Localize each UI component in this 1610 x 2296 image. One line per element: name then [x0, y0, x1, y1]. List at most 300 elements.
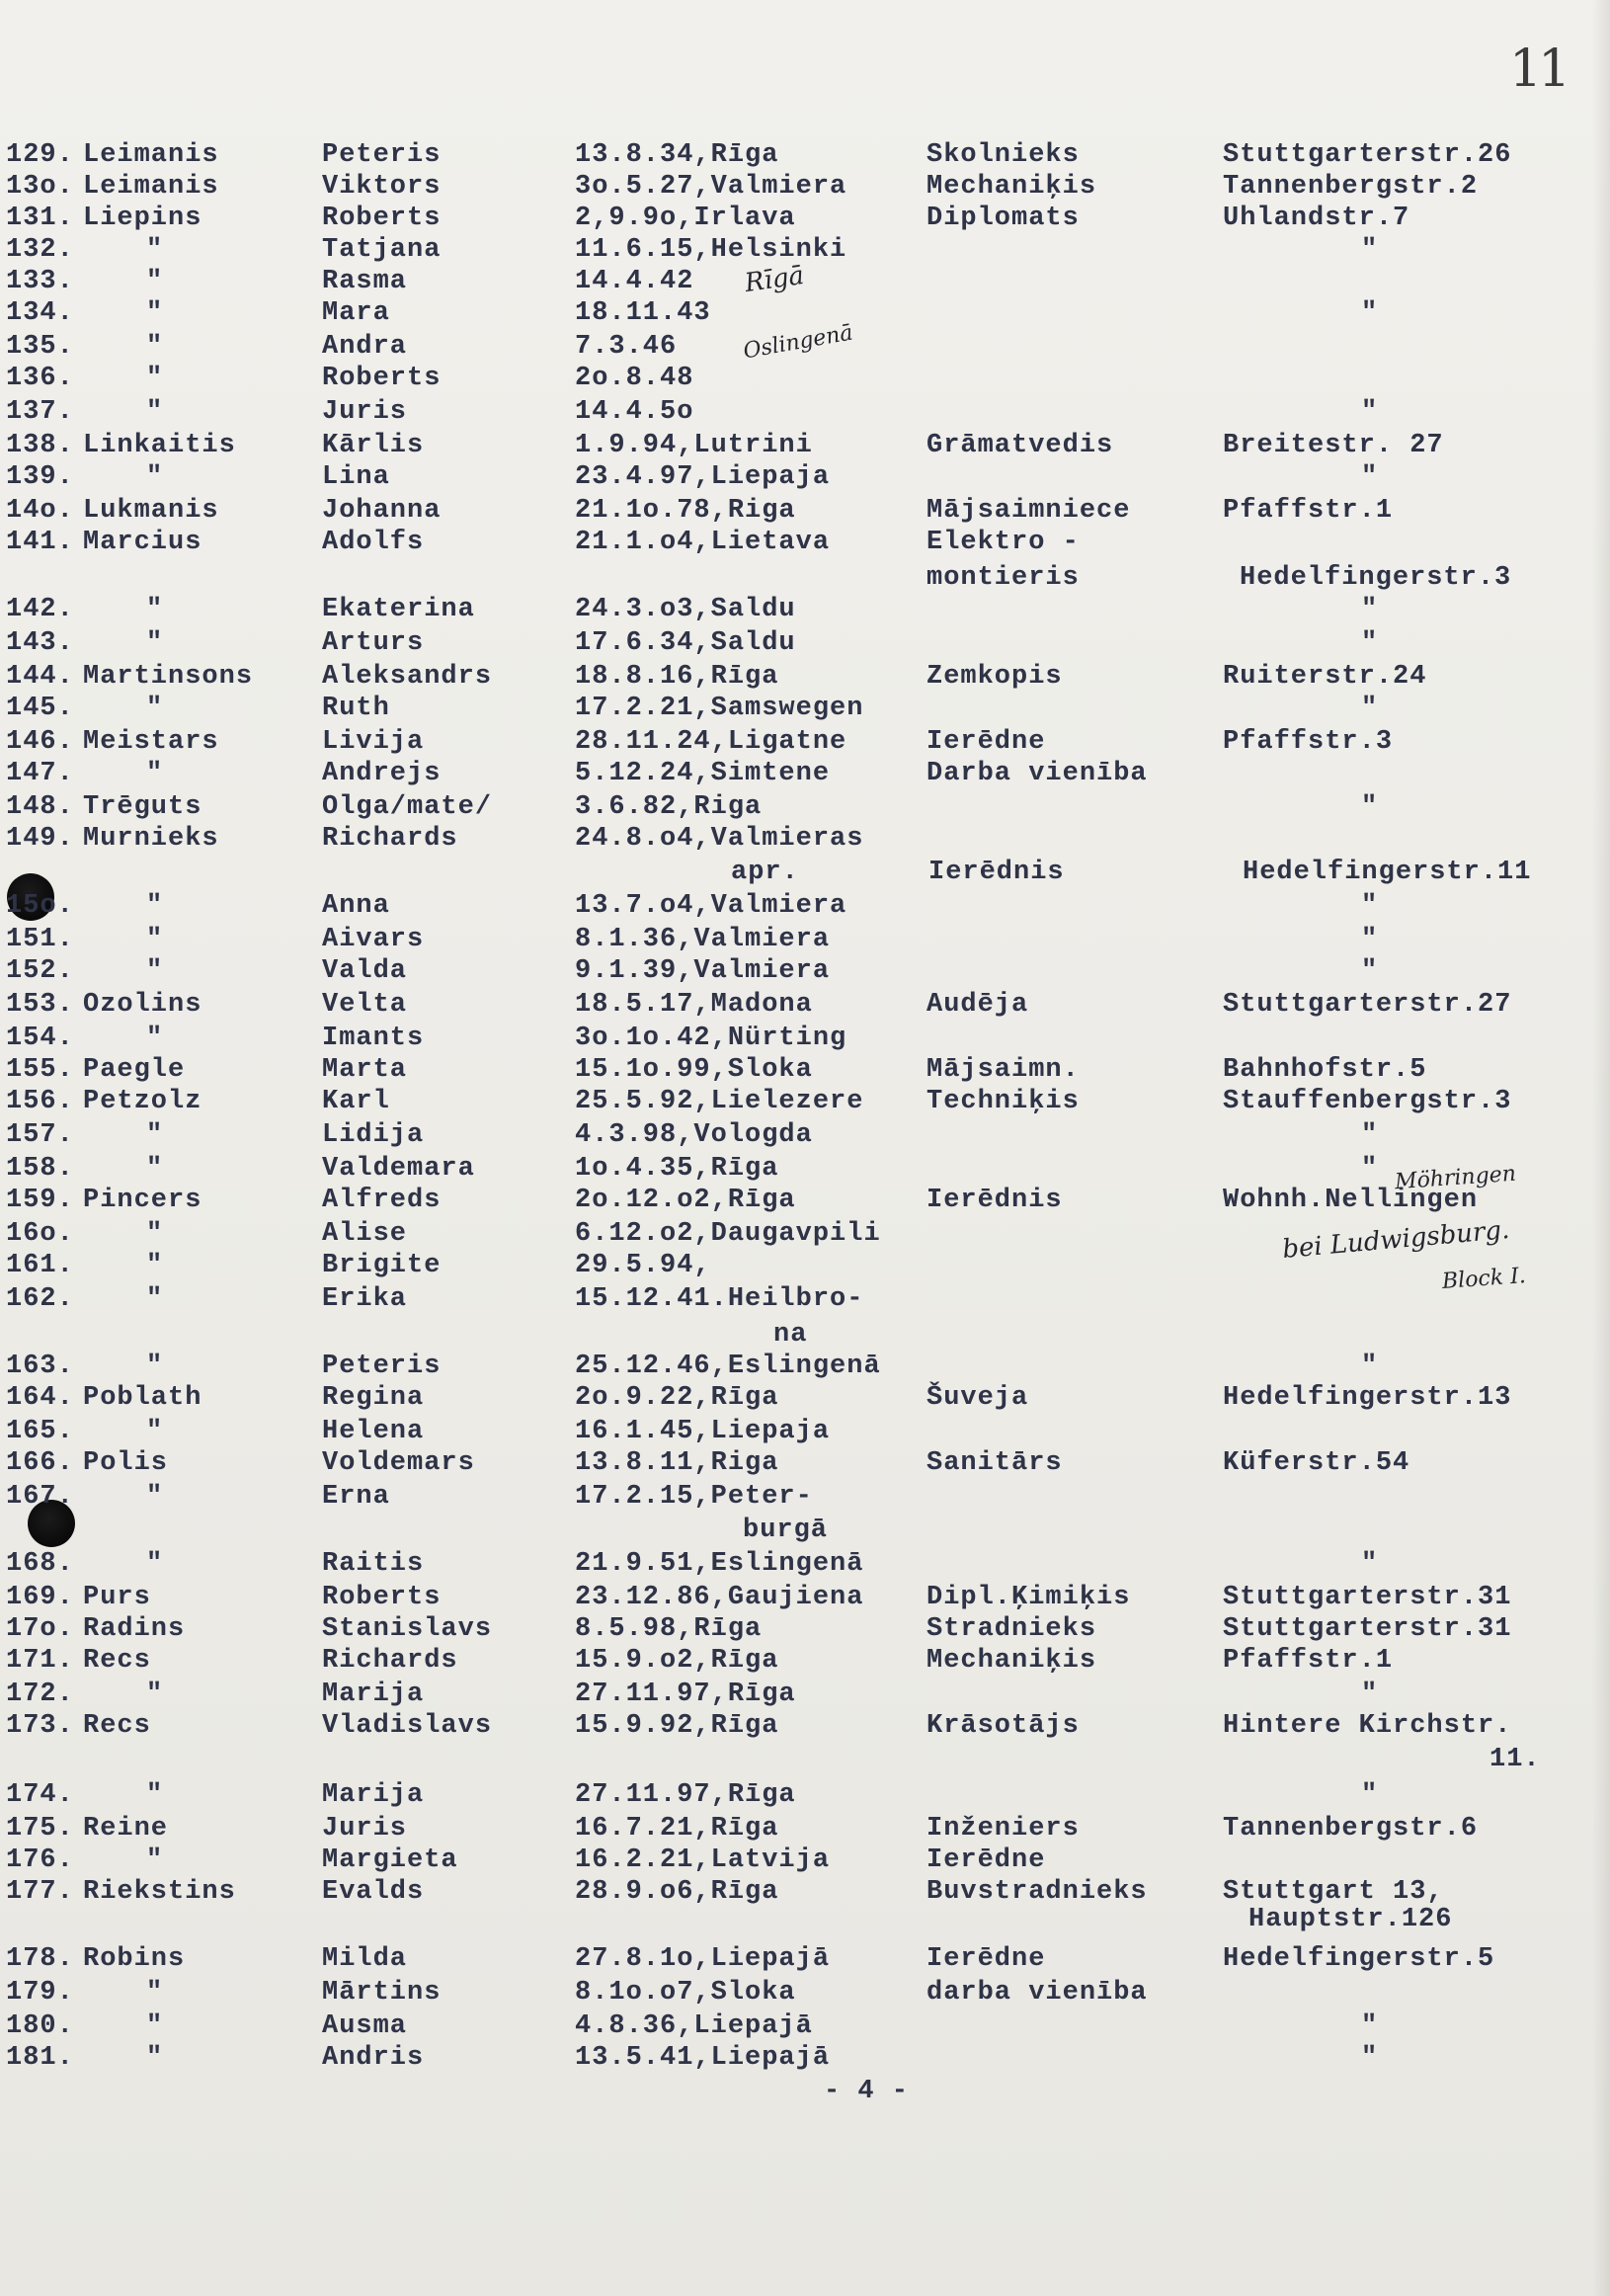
occupation-continuation-141: montieris	[926, 563, 1080, 593]
row-number-cell: 16o.	[6, 1219, 74, 1249]
address-cell: Stuttgart 13,	[1223, 1877, 1444, 1907]
birth-date-place-cell: 18.8.16,Rīga	[575, 662, 779, 692]
birth-date-place-cell: 15.9.o2,Rīga	[575, 1646, 779, 1676]
row-number-cell: 156.	[6, 1087, 74, 1116]
table-row	[0, 725, 1610, 759]
given-name-cell: Lina	[322, 462, 390, 492]
table-row	[0, 889, 1610, 923]
table-row	[0, 1415, 1610, 1448]
surname-cell: "	[146, 891, 164, 921]
address-cell: Hedelfingerstr.5	[1223, 1944, 1495, 1974]
birth-date-place-cell: 3o.1o.42,Nürting	[575, 1024, 847, 1053]
table-row	[0, 1152, 1610, 1186]
given-name-cell: Milda	[322, 1944, 408, 1974]
row-number-cell: 15o.	[6, 891, 74, 921]
surname-cell: Reine	[83, 1814, 169, 1844]
surname-cell: "	[146, 1845, 164, 1875]
given-name-cell: Imants	[322, 1024, 425, 1053]
row-number-cell: 145.	[6, 694, 74, 723]
birth-date-place-cell: 8.1.36,Valmiera	[575, 925, 831, 954]
given-name-cell: Arturs	[322, 628, 425, 658]
table-row	[0, 757, 1610, 790]
address-continuation-141: Hedelfingerstr.3	[1240, 563, 1512, 593]
table-row	[0, 1053, 1610, 1087]
address-cell: "	[1361, 925, 1379, 954]
occupation-cell: Inženiers	[926, 1814, 1080, 1844]
row-number-cell: 157.	[6, 1120, 74, 1150]
given-name-cell: Raitis	[322, 1549, 425, 1579]
row-number-cell: 143.	[6, 628, 74, 658]
surname-cell: Polis	[83, 1448, 169, 1478]
row-number-cell: 139.	[6, 462, 74, 492]
birth-date-place-cell: 13.7.o4,Valmiera	[575, 891, 847, 921]
handwritten-note-161: Block I.	[1441, 1264, 1527, 1294]
table-row	[0, 265, 1610, 298]
surname-cell: Purs	[83, 1583, 151, 1612]
birth-date-place-cell: 15.1o.99,Sloka	[575, 1055, 813, 1085]
table-row	[0, 170, 1610, 204]
surname-cell: Liepins	[83, 204, 202, 233]
occupation-continuation-149: Ierēdnis	[928, 858, 1065, 887]
row-number-cell: 137.	[6, 397, 74, 427]
surname-cell: Leimanis	[83, 172, 219, 202]
surname-cell: "	[146, 1120, 164, 1150]
handwritten-note-159: Möhringen	[1394, 1161, 1517, 1195]
birth-date-place-cell: 9.1.39,Valmiera	[575, 956, 831, 986]
birth-date-place-cell: 1.9.94,Lutrini	[575, 431, 813, 460]
birth-continuation-162: na	[773, 1320, 808, 1350]
occupation-cell: Zemkopis	[926, 662, 1063, 692]
row-number-cell: 129.	[6, 140, 74, 170]
row-number-cell: 166.	[6, 1448, 74, 1478]
row-number-cell: 180.	[6, 2011, 74, 2041]
given-name-cell: Viktors	[322, 172, 442, 202]
surname-cell: Radins	[83, 1614, 186, 1644]
occupation-cell: Mājsaimn.	[926, 1055, 1080, 1085]
birth-date-place-cell: 16.7.21,Rīga	[575, 1814, 779, 1844]
birth-date-place-cell: 29.5.94,	[575, 1251, 711, 1280]
birth-date-place-cell: 5.12.24,Simtene	[575, 759, 831, 788]
given-name-cell: Vladislavs	[322, 1711, 493, 1741]
surname-cell: Paegle	[83, 1055, 186, 1085]
surname-cell: "	[146, 397, 164, 427]
given-name-cell: Juris	[322, 1814, 408, 1844]
row-number-cell: 181.	[6, 2043, 74, 2073]
surname-cell: "	[146, 1549, 164, 1579]
surname-cell: Lukmanis	[83, 496, 219, 526]
given-name-cell: Brigite	[322, 1251, 442, 1280]
address-cell: "	[1361, 694, 1379, 723]
given-name-cell: Karl	[322, 1087, 390, 1116]
row-number-cell: 178.	[6, 1944, 74, 1974]
surname-cell: Murnieks	[83, 824, 219, 854]
address-cell: "	[1361, 235, 1379, 265]
birth-date-place-cell: 27.11.97,Rīga	[575, 1780, 796, 1810]
birth-date-place-cell: 18.5.17,Madona	[575, 990, 813, 1020]
table-row	[0, 1547, 1610, 1581]
surname-cell: "	[146, 462, 164, 492]
given-name-cell: Valdemara	[322, 1154, 475, 1184]
address-cell: "	[1361, 1549, 1379, 1579]
row-number-cell: 159.	[6, 1186, 74, 1215]
table-row	[0, 460, 1610, 494]
table-row	[0, 2041, 1610, 2075]
given-name-cell: Roberts	[322, 364, 442, 393]
occupation-cell: Krāsotājs	[926, 1711, 1080, 1741]
given-name-cell: Aleksandrs	[322, 662, 493, 692]
table-row	[0, 138, 1610, 172]
surname-cell: "	[146, 1154, 164, 1184]
address-cell: "	[1361, 792, 1379, 822]
birth-date-place-cell: 18.11.43	[575, 298, 711, 328]
row-number-cell: 177.	[6, 1877, 74, 1907]
surname-cell: "	[146, 1680, 164, 1709]
row-number-cell: 167.	[6, 1482, 74, 1512]
occupation-cell: Mechaniķis	[926, 1646, 1097, 1676]
given-name-cell: Rasma	[322, 267, 408, 296]
address-cell: Pfaffstr.3	[1223, 727, 1394, 757]
birth-date-place-cell: 16.1.45,Liepaja	[575, 1417, 831, 1446]
given-name-cell: Aivars	[322, 925, 425, 954]
given-name-cell: Anna	[322, 891, 390, 921]
birth-date-place-cell: 3o.5.27,Valmiera	[575, 172, 847, 202]
table-row	[0, 692, 1610, 725]
given-name-cell: Livija	[322, 727, 425, 757]
table-row	[0, 202, 1610, 235]
surname-cell: "	[146, 1417, 164, 1446]
surname-cell: Martinsons	[83, 662, 254, 692]
birth-date-place-cell: 27.8.1o,Liepajā	[575, 1944, 831, 1974]
row-number-cell: 176.	[6, 1845, 74, 1875]
address-cell: "	[1361, 628, 1379, 658]
surname-cell: "	[146, 694, 164, 723]
table-row	[0, 1022, 1610, 1055]
occupation-cell: Audēja	[926, 990, 1029, 1020]
birth-date-place-cell: 24.8.o4,Valmieras	[575, 824, 864, 854]
given-name-cell: Richards	[322, 824, 458, 854]
surname-cell: "	[146, 332, 164, 362]
row-number-cell: 153.	[6, 990, 74, 1020]
table-row	[0, 1184, 1610, 1217]
given-name-cell: Regina	[322, 1383, 425, 1413]
table-row	[0, 1118, 1610, 1152]
surname-cell: "	[146, 1352, 164, 1381]
row-number-cell: 146.	[6, 727, 74, 757]
row-number-cell: 162.	[6, 1284, 74, 1314]
occupation-cell: Skolnieks	[926, 140, 1080, 170]
birth-date-place-cell: 17.6.34,Saldu	[575, 628, 796, 658]
birth-date-place-cell: 13.8.34,Rīga	[575, 140, 779, 170]
page-number: - 4 -	[824, 2077, 910, 2106]
row-number-cell: 135.	[6, 332, 74, 362]
birth-date-place-cell: 8.1o.o7,Sloka	[575, 1978, 796, 2008]
birth-date-place-cell: 7.3.46	[575, 332, 678, 362]
row-number-cell: 161.	[6, 1251, 74, 1280]
surname-cell: "	[146, 956, 164, 986]
given-name-cell: Margieta	[322, 1845, 458, 1875]
address-cell: Tannenbergstr.2	[1223, 172, 1479, 202]
birth-date-place-cell: 21.1o.78,Riga	[575, 496, 796, 526]
row-number-cell: 136.	[6, 364, 74, 393]
table-row	[0, 1644, 1610, 1678]
surname-cell: "	[146, 1780, 164, 1810]
given-name-cell: Juris	[322, 397, 408, 427]
address-cell: Hedelfingerstr.13	[1223, 1383, 1512, 1413]
table-row	[0, 429, 1610, 462]
row-number-cell: 149.	[6, 824, 74, 854]
given-name-cell: Alfreds	[322, 1186, 442, 1215]
handwritten-note-160: bei Ludwigsburg.	[1281, 1215, 1511, 1265]
birth-date-place-cell: 14.4.5o	[575, 397, 694, 427]
given-name-cell: Roberts	[322, 1583, 442, 1612]
address-cell: Stauffenbergstr.3	[1223, 1087, 1512, 1116]
occupation-cell: Stradnieks	[926, 1614, 1097, 1644]
row-number-cell: 175.	[6, 1814, 74, 1844]
table-row	[0, 954, 1610, 988]
surname-cell: Ozolins	[83, 990, 202, 1020]
given-name-cell: Marija	[322, 1680, 425, 1709]
birth-date-place-cell: 2,9.9o,Irlava	[575, 204, 796, 233]
given-name-cell: Marija	[322, 1780, 425, 1810]
given-name-cell: Andris	[322, 2043, 425, 2073]
table-row	[0, 296, 1610, 330]
surname-cell: Petzolz	[83, 1087, 202, 1116]
given-name-cell: Evalds	[322, 1877, 425, 1907]
birth-date-place-cell: 25.12.46,Eslingenā	[575, 1352, 881, 1381]
table-row	[0, 988, 1610, 1022]
row-number-cell: 158.	[6, 1154, 74, 1184]
address-cell: Stuttgarterstr.31	[1223, 1583, 1512, 1612]
table-row	[0, 494, 1610, 528]
birth-date-place-cell: 13.5.41,Liepajā	[575, 2043, 831, 2073]
address-cell: Stuttgarterstr.27	[1223, 990, 1512, 1020]
surname-cell: "	[146, 759, 164, 788]
surname-cell: "	[146, 595, 164, 624]
given-name-cell: Marta	[322, 1055, 408, 1085]
given-name-cell: Peteris	[322, 1352, 442, 1381]
table-row	[0, 233, 1610, 267]
occupation-cell: darba vienība	[926, 1978, 1148, 2008]
table-row	[0, 1581, 1610, 1614]
surname-cell: "	[146, 298, 164, 328]
row-number-cell: 13o.	[6, 172, 74, 202]
occupation-cell: Grāmatvedis	[926, 431, 1114, 460]
given-name-cell: Richards	[322, 1646, 458, 1676]
given-name-cell: Mārtins	[322, 1978, 442, 2008]
birth-date-place-cell: 2o.9.22,Rīga	[575, 1383, 779, 1413]
occupation-cell: Šuveja	[926, 1383, 1029, 1413]
surname-cell: "	[146, 1978, 164, 2008]
given-name-cell: Ausma	[322, 2011, 408, 2041]
occupation-cell: Diplomats	[926, 204, 1080, 233]
handwritten-note-133: Rīgā	[743, 260, 806, 299]
address-cell: "	[1361, 1154, 1379, 1184]
birth-continuation-167: burgā	[743, 1516, 829, 1545]
table-row	[0, 790, 1610, 824]
occupation-cell: Ierēdne	[926, 1944, 1046, 1974]
surname-cell: "	[146, 267, 164, 296]
table-row	[0, 2009, 1610, 2043]
occupation-cell: Buvstradnieks	[926, 1877, 1148, 1907]
occupation-cell: Ierēdnis	[926, 1186, 1063, 1215]
surname-cell: Recs	[83, 1711, 151, 1741]
address-cell: "	[1361, 2043, 1379, 2073]
surname-cell: Marcius	[83, 528, 202, 557]
given-name-cell: Erna	[322, 1482, 390, 1512]
occupation-cell: Ierēdne	[926, 1845, 1046, 1875]
surname-cell: "	[146, 364, 164, 393]
table-row	[0, 923, 1610, 956]
birth-date-place-cell: 21.9.51,Eslingenā	[575, 1549, 864, 1579]
birth-date-place-cell: 21.1.o4,Lietava	[575, 528, 831, 557]
address-cell: Küferstr.54	[1223, 1448, 1410, 1478]
table-row	[0, 1844, 1610, 1877]
table-row	[0, 1480, 1610, 1514]
row-number-cell: 141.	[6, 528, 74, 557]
row-number-cell: 147.	[6, 759, 74, 788]
birth-date-place-cell: 23.12.86,Gaujiena	[575, 1583, 864, 1612]
occupation-cell: Mājsaimniece	[926, 496, 1131, 526]
given-name-cell: Roberts	[322, 204, 442, 233]
birth-date-place-cell: 13.8.11,Riga	[575, 1448, 779, 1478]
surname-cell: Meistars	[83, 727, 219, 757]
surname-cell: Linkaitis	[83, 431, 236, 460]
table-row	[0, 1085, 1610, 1118]
row-number-cell: 132.	[6, 235, 74, 265]
occupation-cell: Ierēdne	[926, 727, 1046, 757]
surname-cell: "	[146, 925, 164, 954]
surname-cell: Pincers	[83, 1186, 202, 1215]
birth-date-place-cell: 14.4.42	[575, 267, 694, 296]
row-number-cell: 172.	[6, 1680, 74, 1709]
row-number-cell: 171.	[6, 1646, 74, 1676]
row-number-cell: 165.	[6, 1417, 74, 1446]
birth-date-place-cell: 28.11.24,Ligatne	[575, 727, 847, 757]
address-continuation-149: Hedelfingerstr.11	[1243, 858, 1532, 887]
given-name-cell: Johanna	[322, 496, 442, 526]
table-row	[0, 1612, 1610, 1646]
address-cell: "	[1361, 891, 1379, 921]
occupation-cell: Elektro -	[926, 528, 1080, 557]
table-row	[0, 822, 1610, 856]
row-number-cell: 154.	[6, 1024, 74, 1053]
address-cell: "	[1361, 595, 1379, 624]
table-row	[0, 593, 1610, 626]
table-row	[0, 362, 1610, 395]
address-continuation-177: Hauptstr.126	[1248, 1905, 1453, 1934]
table-row	[0, 1976, 1610, 2009]
address-cell: Wohnh.Nellingen	[1223, 1186, 1479, 1215]
surname-cell: "	[146, 628, 164, 658]
given-name-cell: Tatjana	[322, 235, 442, 265]
row-number-cell: 163.	[6, 1352, 74, 1381]
table-row	[0, 1812, 1610, 1845]
given-name-cell: Peteris	[322, 140, 442, 170]
address-cell: Pfaffstr.1	[1223, 496, 1394, 526]
birth-date-place-cell: 8.5.98,Rīga	[575, 1614, 763, 1644]
row-number-cell: 168.	[6, 1549, 74, 1579]
address-cell: "	[1361, 397, 1379, 427]
row-number-cell: 134.	[6, 298, 74, 328]
table-row	[0, 1350, 1610, 1383]
birth-date-place-cell: 16.2.21,Latvija	[575, 1845, 831, 1875]
birth-date-place-cell: 2o.12.o2,Rīga	[575, 1186, 796, 1215]
table-row	[0, 1778, 1610, 1812]
row-number-cell: 155.	[6, 1055, 74, 1085]
surname-cell: "	[146, 1024, 164, 1053]
surname-cell: Poblath	[83, 1383, 202, 1413]
address-cell: "	[1361, 462, 1379, 492]
given-name-cell: Andra	[322, 332, 408, 362]
given-name-cell: Kārlis	[322, 431, 425, 460]
row-number-cell: 144.	[6, 662, 74, 692]
address-cell: "	[1361, 956, 1379, 986]
address-cell: Stuttgarterstr.31	[1223, 1614, 1512, 1644]
birth-date-place-cell: 15.9.92,Rīga	[575, 1711, 779, 1741]
row-number-cell: 14o.	[6, 496, 74, 526]
birth-date-place-cell: 4.8.36,Liepajā	[575, 2011, 813, 2041]
occupation-cell: Techniķis	[926, 1087, 1080, 1116]
birth-date-place-cell: 23.4.97,Liepaja	[575, 462, 831, 492]
row-number-cell: 148.	[6, 792, 74, 822]
given-name-cell: Ruth	[322, 694, 390, 723]
birth-date-place-cell: 17.2.21,Samswegen	[575, 694, 864, 723]
table-row	[0, 626, 1610, 660]
given-name-cell: Andrejs	[322, 759, 442, 788]
address-cell: "	[1361, 1780, 1379, 1810]
row-number-cell: 179.	[6, 1978, 74, 2008]
address-cell: "	[1361, 2011, 1379, 2041]
surname-cell: Leimanis	[83, 140, 219, 170]
row-number-cell: 173.	[6, 1711, 74, 1741]
row-number-cell: 142.	[6, 595, 74, 624]
occupation-cell: Darba vienība	[926, 759, 1148, 788]
address-continuation-173: 11.	[1489, 1745, 1541, 1774]
table-row	[0, 395, 1610, 429]
birth-date-place-cell: 11.6.15,Helsinki	[575, 235, 847, 265]
row-number-cell: 164.	[6, 1383, 74, 1413]
table-row	[0, 1282, 1610, 1316]
surname-cell: "	[146, 1219, 164, 1249]
row-number-cell: 17o.	[6, 1614, 74, 1644]
address-cell: "	[1361, 1352, 1379, 1381]
address-cell: Stuttgarterstr.26	[1223, 140, 1512, 170]
given-name-cell: Helena	[322, 1417, 425, 1446]
row-number-cell: 133.	[6, 267, 74, 296]
given-name-cell: Olga/mate/	[322, 792, 493, 822]
address-cell: Bahnhofstr.5	[1223, 1055, 1427, 1085]
surname-cell: "	[146, 1284, 164, 1314]
given-name-cell: Velta	[322, 990, 408, 1020]
occupation-cell: Dipl.Ķimiķis	[926, 1583, 1131, 1612]
corner-mark: 11	[1509, 40, 1568, 99]
row-number-cell: 174.	[6, 1780, 74, 1810]
given-name-cell: Erika	[322, 1284, 408, 1314]
given-name-cell: Voldemars	[322, 1448, 475, 1478]
birth-date-place-cell: 17.2.15,Peter-	[575, 1482, 813, 1512]
address-cell: "	[1361, 1680, 1379, 1709]
surname-cell: "	[146, 1482, 164, 1512]
surname-cell: "	[146, 1251, 164, 1280]
given-name-cell: Valda	[322, 956, 408, 986]
table-row	[0, 660, 1610, 694]
surname-cell: Recs	[83, 1646, 151, 1676]
surname-cell: "	[146, 2043, 164, 2073]
address-cell: Breitestr. 27	[1223, 431, 1444, 460]
address-cell: Hintere Kirchstr.	[1223, 1711, 1512, 1741]
handwritten-note-135: Oslingenā	[741, 320, 855, 365]
given-name-cell: Mara	[322, 298, 390, 328]
